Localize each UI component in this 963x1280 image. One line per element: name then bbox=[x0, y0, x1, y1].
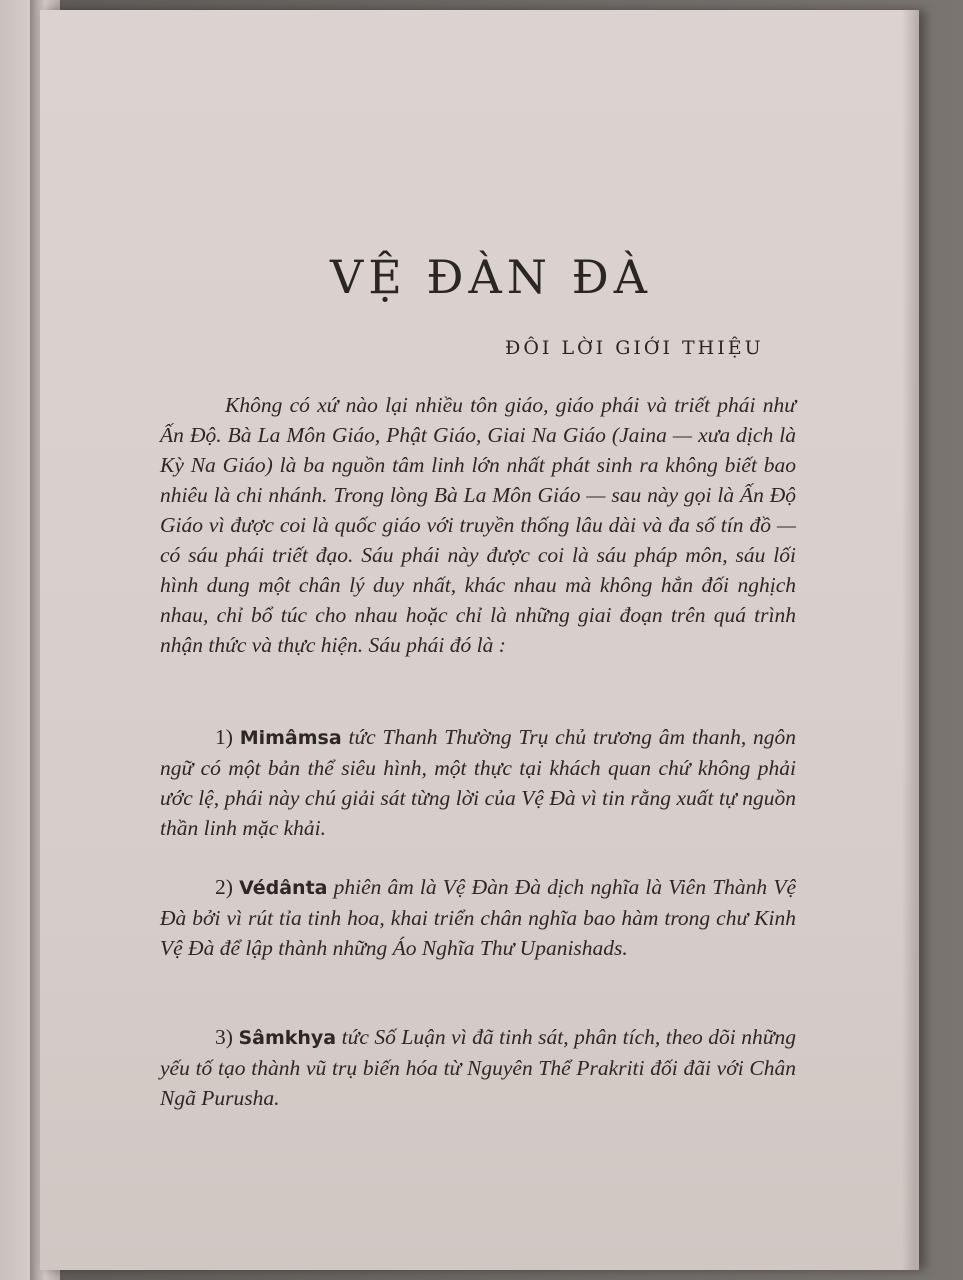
item-number: 2) bbox=[215, 875, 233, 899]
item-term: Mimâmsa bbox=[239, 727, 342, 749]
item-number: 3) bbox=[215, 1025, 233, 1049]
list-item-mimamsa bbox=[160, 722, 796, 843]
list-item-vedanta bbox=[160, 872, 796, 963]
intro-paragraph: Không có xứ nào lại nhiều tôn giáo, giáo phái và triết phái như Ấn Độ. Bà La Môn Giáo, Phật Giáo, Giai Na Giáo (Jaina — xưa dịch là Kỳ Na Giáo) là ba nguồn tâm linh lớn nhất phát sinh ra không biết bao nhiêu là chi nhánh. Trong lòng Bà La Môn Giáo — sau này gọi là Ấn Độ Giáo vì được coi là quốc giáo với truyền thống lâu dài và đa số tín đồ — có sáu phái triết đạo. Sáu phái này được coi là sáu pháp môn, sáu lối hình dung một chân lý duy nhất, khác nhau mà không hẳn đối nghịch nhau, chỉ bổ túc cho nhau hoặc chỉ là những giai đoạn trên quá trình nhận thức và thực hiện. Sáu phái đó là : bbox=[160, 393, 796, 657]
page-title: VỆ ĐÀN ĐÀ bbox=[330, 250, 652, 304]
item-number: 1) bbox=[215, 725, 233, 749]
item-term: Védânta bbox=[239, 877, 328, 899]
book-page bbox=[40, 10, 919, 1270]
item-text: tức Số Luận vì đã tinh sát, phân tích, theo dõi những yếu tố tạo thành vũ trụ biến hóa từ Nguyên Thể Prakriti đối đãi với Chân Ngã Purusha. bbox=[160, 1025, 796, 1110]
item-text: tức Thanh Thường Trụ chủ trương âm thanh, ngôn ngữ có một bản thể siêu hình, một thực tại khách quan chứ không phải ước lệ, phái này chú giải sát từng lời của Vệ Đà vì tin rằng xuất tự nguồn thần linh mặc khải. bbox=[160, 725, 797, 840]
item-term: Sâmkhya bbox=[238, 1027, 337, 1049]
page-edge-shadow bbox=[902, 10, 916, 1270]
item-text: phiên âm là Vệ Đàn Đà dịch nghĩa là Viên Thành Vệ Đà bởi vì rút tỉa tinh hoa, khai triển chân nghĩa bao hàm trong chư Kinh Vệ Đà để lập thành những Áo Nghĩa Thư Upanishads. bbox=[160, 875, 796, 960]
page-subtitle: ĐÔI LỜI GIỚI THIỆU bbox=[505, 337, 764, 359]
list-item-samkhya bbox=[160, 1022, 796, 1113]
